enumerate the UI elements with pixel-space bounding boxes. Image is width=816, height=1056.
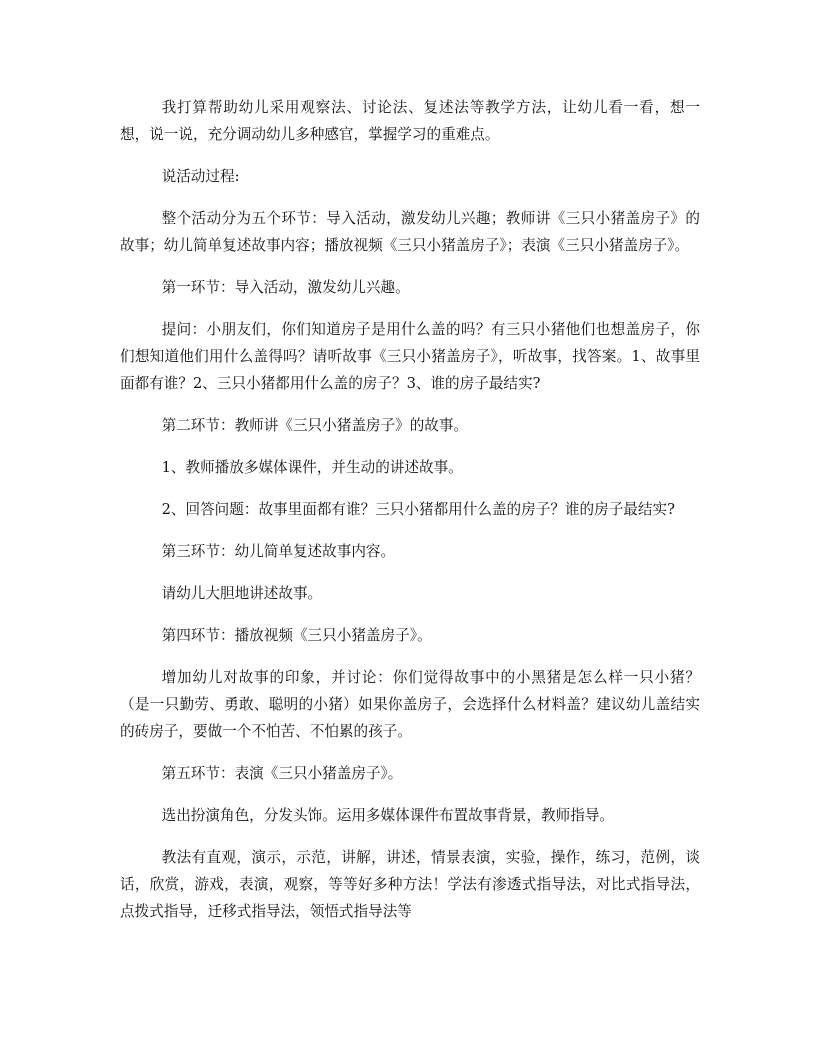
paragraph-stage-two-step-two: 2、回答问题：故事里面都有谁？三只小猪都用什么盖的房子？谁的房子最结实? — [161, 501, 675, 518]
paragraph-stage-one-questions: 提问：小朋友们，你们知道房子是用什么盖的吗？有三只小猪他们也想盖房子，你们想知道他们用什么盖得吗？请听故事《三只小猪盖房子》，听故事，找答案。1、故事里面都有谁？2、三只小猪都用什么盖的房子？3、谁的房子最结实? — [120, 321, 700, 392]
paragraph-stage-four-discussion: 增加幼儿对故事的印象，并讨论：你们觉得故事中的小黑猪是怎么样一只小猪？（是一只勤劳、勇敢、聪明的小猪）如果你盖房子，会选择什么材料盖？建议幼儿盖结实的砖房子，要做一个不怕苦、不怕累的孩子。 — [120, 669, 700, 740]
paragraph-stage-one-heading: 第一环节：导入活动，激发幼儿兴趣。 — [161, 279, 410, 296]
paragraph-stage-two-step-one: 1、教师播放多媒体课件，并生动的讲述故事。 — [161, 459, 463, 476]
paragraph-stage-three-detail: 请幼儿大胆地讲述故事。 — [161, 585, 323, 602]
document-body — [120, 94, 700, 940]
paragraph-stage-two-heading: 第二环节：教师讲《三只小猪盖房子》的故事。 — [161, 417, 469, 434]
paragraph-stage-five-detail: 选出扮演角色，分发头饰。运用多媒体课件布置故事背景，教师指导。 — [161, 807, 615, 824]
paragraph-activity-overview: 整个活动分为五个环节：导入活动，激发幼儿兴趣；教师讲《三只小猪盖房子》的故事；幼儿简单复述故事内容；播放视频《三只小猪盖房子》；表演《三只小猪盖房子》。 — [120, 210, 700, 254]
paragraph-stage-five-heading: 第五环节：表演《三只小猪盖房子》。 — [161, 765, 403, 782]
paragraph-stage-three-heading: 第三环节：幼儿简单复述故事内容。 — [161, 543, 396, 560]
paragraph-activity-process-heading: 说活动过程: — [161, 168, 240, 185]
paragraph-stage-four-heading: 第四环节：播放视频《三只小猪盖房子》。 — [161, 627, 432, 644]
paragraph-teaching-methods-plan: 我打算帮助幼儿采用观察法、讨论法、复述法等教学方法，让幼儿看一看，想一想，说一说，充分调动幼儿多种感官，掌握学习的重难点。 — [120, 99, 700, 143]
paragraph-methods-summary: 教法有直观，演示，示范，讲解，讲述，情景表演，实验，操作，练习，范例，谈话，欣赏，游戏，表演，观察，等等好多种方法！学法有渗透式指导法，对比式指导法，点拨式指导，迁移式指导法，领悟式指导法等 — [120, 849, 700, 920]
